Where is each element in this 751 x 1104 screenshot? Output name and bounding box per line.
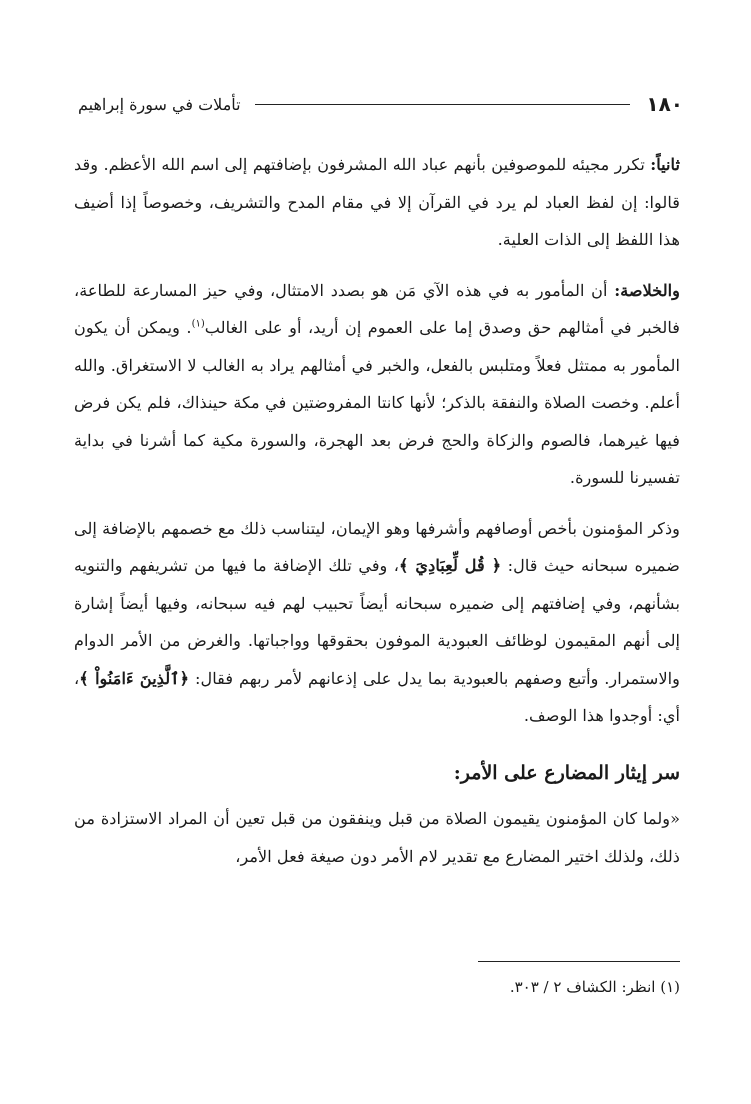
main-text bbox=[74, 146, 680, 888]
paragraph-3-text-b: ، وفي تلك الإضافة ما فيها من تشريفهم والتنويه بشأنهم، وفي إضافتهم إلى ضميره سبحانه أيضاً تحبيب لهم فيه سبحانه، وفيها أيضاً إشارة إلى أنهم المقيمون لوظائف العبودية الموفون بحقوقها وواجباتها. والغرض من الأمر الدوام والاستمرار. وأتبع وصفهم بالعبودية بما يدل على إذعانهم لأمر ربهم فقال: bbox=[74, 556, 680, 688]
paragraph-1-text: تكرر مجيئه للموصوفين بأنهم عباد الله المشرفون بإضافتهم إلى اسم الله الأعظم. وقد قالوا: إن لفظ العباد لم يرد في القرآن إلا في مقام المدح والتشريف، وخصوصاً إذا أضيف هذا اللفظ إلى الذات العلية. bbox=[74, 155, 680, 249]
section-heading: سر إيثار المضارع على الأمر: bbox=[453, 761, 680, 784]
running-title: تأملات في سورة إبراهيم bbox=[78, 94, 241, 114]
footnote-reference[interactable]: (١) bbox=[191, 318, 205, 330]
paragraph-2-lead: والخلاصة: bbox=[614, 280, 680, 300]
paragraph-4: «ولما كان المؤمنون يقيمون الصلاة من قبل وينفقون من قبل تعين أن المراد الاستزادة من ذلك، ولذلك اختير المضارع مع تقدير لام الأمر دون صيغة فعل الأمر، bbox=[74, 809, 680, 866]
paragraph-3-text-a: وذكر المؤمنون بأخص أوصافهم وأشرفها وهو الإيمان، ليتناسب ذلك مع خصمهم بالإضافة إلى ضميره سبحانه حيث قال: bbox=[74, 518, 681, 575]
paragraph-3 bbox=[74, 510, 680, 735]
paragraph-2 bbox=[74, 272, 680, 497]
paragraph-1-lead: ثانياً: bbox=[650, 155, 680, 174]
paragraph-1 bbox=[74, 146, 680, 259]
quran-quote-1: ﴿ قُل لِّعِبَادِيَ ﴾ bbox=[399, 556, 502, 575]
quran-quote-2: ﴿ٱلَّذِينَ ءَامَنُواْ ﴾ bbox=[79, 668, 190, 688]
page-number: ١٨٠ bbox=[646, 92, 683, 116]
paragraph-2-text-a: أن المأمور به في هذه الآي مَن هو بصدد الامتثال، وفي حيز المسارعة للطاعة، فالخبر في أمثالهم حق وصدق إما على العموم إن أريد، أو على الغالب bbox=[74, 280, 680, 337]
header-rule bbox=[255, 104, 631, 105]
footnote: (١) انظر: الكشاف ٢ / ٣٠٣. bbox=[509, 978, 680, 996]
footnote-separator bbox=[478, 961, 680, 962]
paragraph-2-text-b: . ويمكن أن يكون المأمور به ممتثل فعلاً ومتلبس بالفعل، والخبر في أمثالهم يراد به الغالب لا الاستغراق. والله أعلم. وخصت الصلاة والنفقة بالذكر؛ لأنها كانتا المفروضتين في مكة حينذاك، فلم يكن فرض فيها غيرهما، فالصوم والزكاة والحج فرض بعد الهجرة، والسورة مكية كما أشرنا في بداية تفسيرنا للسورة. bbox=[74, 318, 680, 487]
page-header bbox=[78, 88, 683, 120]
paragraph-3-text-c: ، أي: أوجدوا هذا الوصف. bbox=[74, 668, 680, 725]
